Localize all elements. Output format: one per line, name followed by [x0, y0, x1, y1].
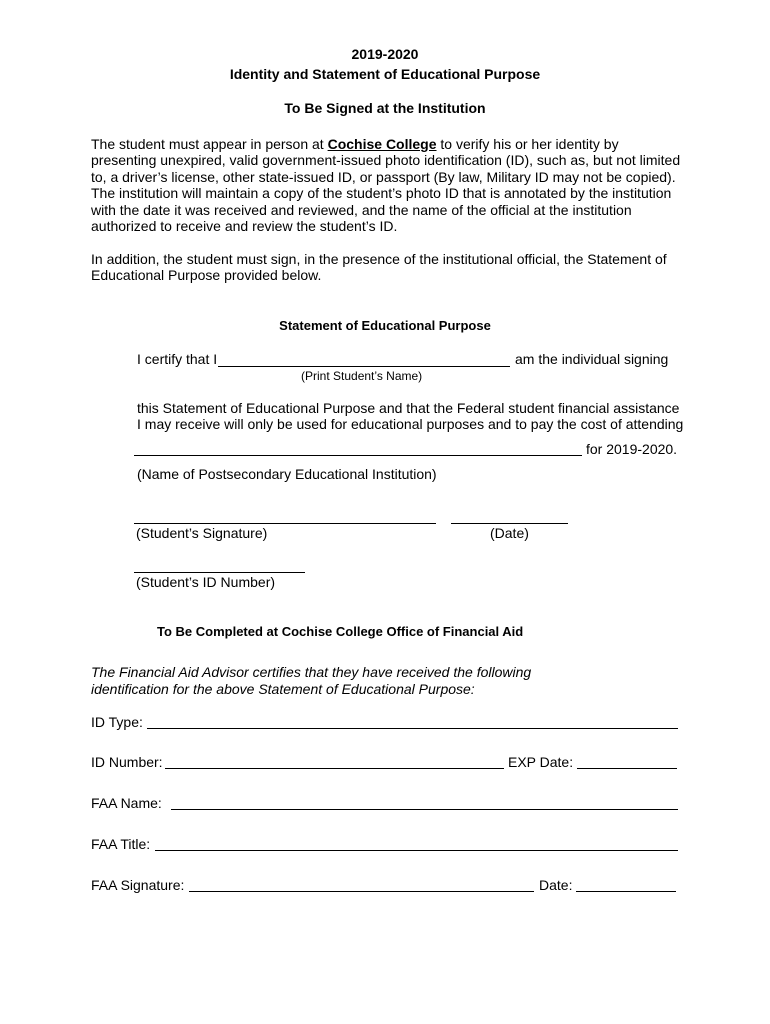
faa-title-label: FAA Title:: [91, 836, 151, 852]
statement-heading: Statement of Educational Purpose: [279, 318, 491, 333]
faa-date-line[interactable]: [576, 891, 676, 892]
presence-paragraph: In addition, the student must sign, in the presence of the institutional official, the Statement of Educational Purpose provided below.: [91, 251, 667, 284]
faa-signature-label: FAA Signature:: [91, 877, 185, 893]
form-title: Identity and Statement of Educational Purpose: [229, 66, 541, 82]
faa-date-label: Date:: [539, 877, 573, 893]
student-id-line[interactable]: [134, 572, 305, 573]
statement-line-2: I may receive will only be used for educational purposes and to pay the cost of attending: [137, 416, 684, 432]
form-subtitle: To Be Signed at the Institution: [284, 100, 486, 116]
print-name-caption: (Print Student’s Name): [301, 369, 423, 383]
certify-suffix: am the individual signing: [515, 351, 669, 367]
faa-name-label: FAA Name:: [91, 795, 162, 811]
advisor-certifies-line-2: identification for the above Statement of Educational Purpose:: [91, 681, 475, 697]
institution-line[interactable]: [134, 455, 582, 456]
id-number-line[interactable]: [165, 768, 504, 769]
faa-name-line[interactable]: [171, 809, 678, 810]
exp-date-line[interactable]: [577, 768, 677, 769]
exp-date-label: EXP Date:: [508, 754, 574, 770]
statement-line-1: this Statement of Educational Purpose and that the Federal student financial assistance: [137, 400, 680, 416]
student-name-line[interactable]: [218, 366, 510, 367]
college-name: Cochise College: [327, 136, 437, 152]
student-signature-line[interactable]: [134, 523, 436, 524]
advisor-certifies-line-1: The Financial Aid Advisor certifies that they have received the following: [91, 664, 532, 680]
faa-signature-line[interactable]: [189, 891, 534, 892]
intro-text-before: The student must appear in person at: [91, 136, 328, 152]
signature-caption: (Student’s Signature): [136, 525, 268, 541]
intro-text-after: to verify his or her identity by presenting unexpired, valid government-issued photo identification (ID), such as, but not limited to, a driver’s license, other state-issued ID, or passport (By law, Military ID may not be copied). The institution will maintain a copy of the student’s photo ID that is annotated by the institution with the date it was received and reviewed, and the name of the official at the institution authorized to receive and review the student’s ID.: [91, 136, 681, 235]
student-id-caption: (Student’s ID Number): [136, 574, 276, 590]
signature-date-line[interactable]: [451, 523, 568, 524]
id-type-label: ID Type:: [91, 714, 143, 730]
date-caption: (Date): [490, 525, 529, 541]
certify-prefix: I certify that I: [137, 351, 218, 367]
form-year: 2019-2020: [351, 46, 419, 62]
for-year-text: for 2019-2020.: [586, 441, 678, 457]
faa-title-line[interactable]: [155, 850, 678, 851]
intro-paragraph: [91, 136, 681, 234]
id-type-line[interactable]: [147, 728, 678, 729]
office-heading: To Be Completed at Cochise College Office of Financial Aid: [157, 624, 524, 639]
institution-caption: (Name of Postsecondary Educational Institution): [137, 466, 437, 482]
id-number-label: ID Number:: [91, 754, 163, 770]
